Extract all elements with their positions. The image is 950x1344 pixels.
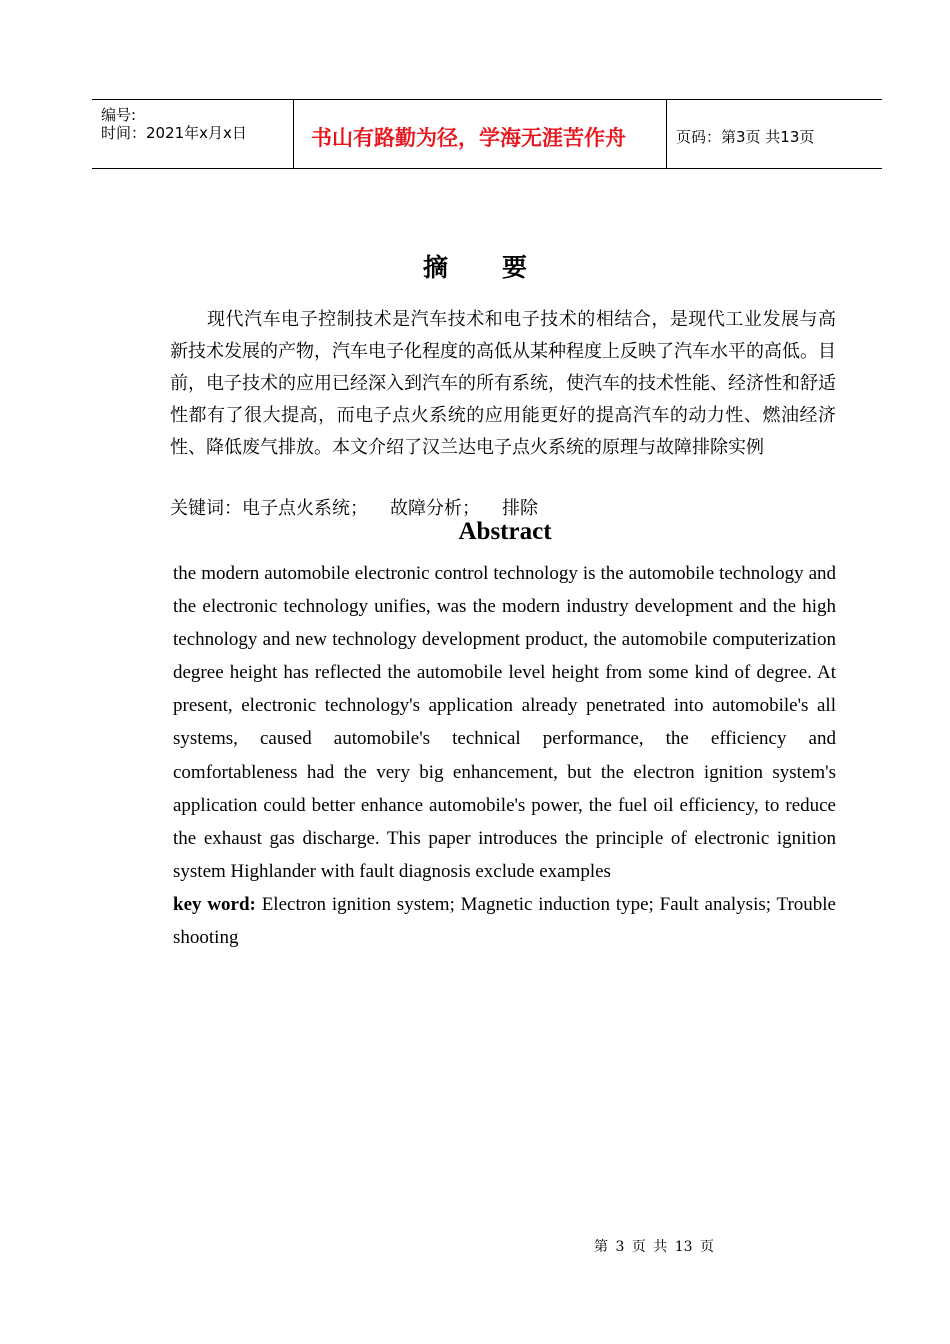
chinese-abstract-title: 摘要 xyxy=(422,253,581,282)
english-keywords xyxy=(173,888,836,954)
english-abstract-title: Abstract xyxy=(458,518,552,545)
chinese-keyword: 排除 xyxy=(502,498,538,519)
chinese-abstract-body: 现代汽车电子控制技术是汽车技术和电子技术的相结合，是现代工业发展与高新技术发展的产物，汽车电子化程度的高低从某种程度上反映了汽车水平的高低。目前，电子技术的应用已经深入到汽车的所有系统，使汽车的技术性能、经济性和舒适性都有了很大提高，而电子点火系统的应用能更好的提高汽车的动力性、燃油经济性、降低废气排放。本文介绍了汉兰达电子点火系统的原理与故障排除实例 xyxy=(170,309,836,458)
header-motto: 书山有路勤为径，学海无涯苦作舟 xyxy=(311,126,626,150)
document-number-label: 编号: xyxy=(101,106,137,124)
document-time-label: 时间：2021年x月x日 xyxy=(101,124,247,142)
header-motto-cell xyxy=(293,100,667,168)
chinese-keyword: 故障分析； xyxy=(390,498,480,519)
chinese-keyword: 电子点火系统； xyxy=(242,498,368,519)
header-info-cell xyxy=(92,100,294,168)
page-header xyxy=(92,99,882,169)
english-keywords-label: key word: xyxy=(173,894,256,915)
page-footer: 第 3 页 共 13 页 xyxy=(594,1239,714,1255)
english-abstract-body: the modern automobile electronic control technology is the automobile technology and the electronic technology unifies, was the modern industry development and the high technology and new technology development product, the automobile computerization degree height has reflected the automobile level height from some kind of degree. At present, electronic technology's application already penetrated into automobile's all systems, caused automobile's technical performance, the efficiency and comfortableness had the very big enhancement, but the electron ignition system's application could better enhance automobile's power, the fuel oil efficiency, to reduce the exhaust gas discharge. This paper introduces the principle of electronic ignition system Highlander with fault diagnosis exclude examples xyxy=(173,563,836,882)
header-page-number: 页码：第3页 共13页 xyxy=(676,128,815,146)
english-keywords-text: Electron ignition system; Magnetic induction type; Fault analysis; Trouble shooting xyxy=(173,894,836,949)
header-page-cell xyxy=(667,100,882,168)
chinese-keywords-label: 关键词： xyxy=(170,498,242,519)
